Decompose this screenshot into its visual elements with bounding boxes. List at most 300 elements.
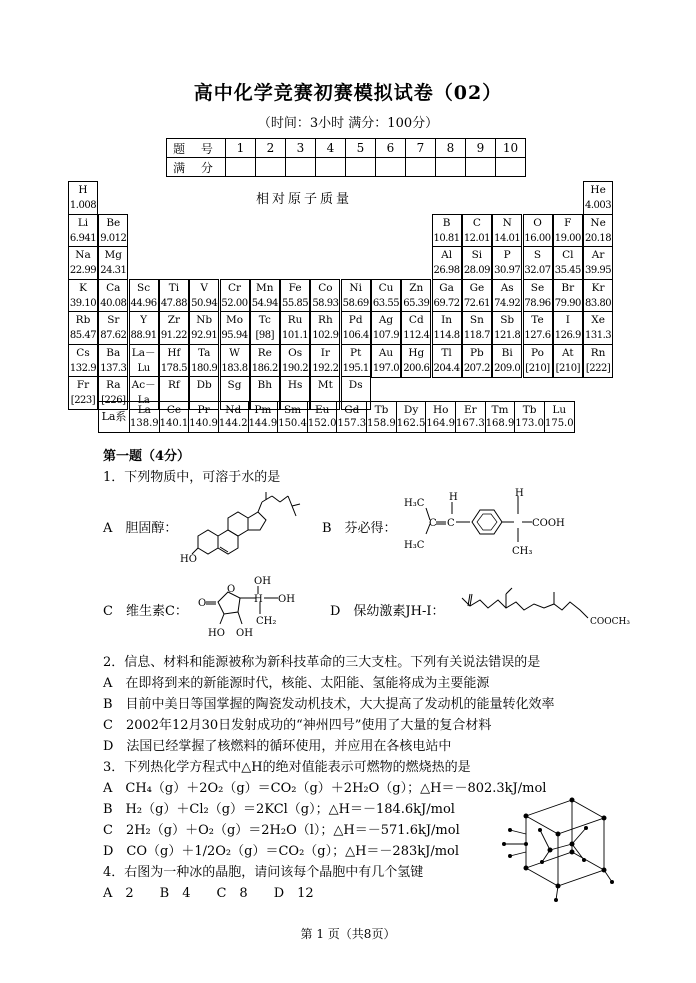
element-mass: 144.9	[248, 418, 278, 429]
element-mass: 10.81	[433, 232, 460, 244]
element-mass: 192.2	[312, 362, 339, 374]
element-symbol: Li	[77, 216, 89, 229]
score-row-label: 题 号	[167, 139, 226, 158]
element-mass: 14.01	[494, 232, 521, 244]
lanthanide-cell	[485, 402, 515, 433]
element-mass: 32.07	[524, 265, 551, 276]
element-mass: 9.012	[100, 232, 127, 244]
element-mass: 24.31	[100, 265, 127, 276]
element-mass: 178.5	[160, 362, 187, 374]
element-symbol: Mo	[225, 314, 244, 326]
element-cell	[68, 181, 98, 215]
element-cell	[462, 279, 492, 313]
carboxyl-label: COOH	[532, 518, 565, 529]
element-cell	[492, 311, 522, 345]
element-symbol: Cd	[408, 314, 424, 326]
q2-option-c: C 2002年12月30日发射成功的“神州四号”使用了大量的复合材料	[103, 718, 492, 733]
element-mass: 162.5	[396, 418, 426, 429]
element-symbol: Tb	[522, 404, 537, 416]
element-cell	[250, 311, 280, 345]
element-mass: 78.96	[524, 297, 551, 309]
element-mass: 112.4	[403, 330, 430, 341]
element-symbol: Nb	[196, 314, 213, 326]
q1-stem: 1．下列物质中，可溶于水的是	[103, 470, 281, 485]
element-symbol: Tm	[491, 404, 509, 416]
hydrogen-label: H	[254, 594, 263, 605]
element-symbol: Ca	[106, 281, 121, 294]
element-symbol: C	[472, 216, 481, 229]
element-cell	[432, 214, 462, 248]
element-symbol: Si	[471, 249, 483, 261]
element-symbol: Pb	[469, 346, 484, 359]
element-mass: 55.85	[282, 297, 309, 309]
element-mass: 1.008	[69, 200, 97, 211]
element-cell	[583, 181, 613, 215]
element-symbol: Cl	[562, 249, 574, 261]
element-mass: 183.8	[221, 362, 248, 374]
element-symbol: Ba	[106, 346, 121, 359]
q3-stem: 3．下列热化学方程式中△H的绝对值能表示可燃物的燃烧热的是	[103, 760, 471, 775]
element-symbol: Pr	[197, 404, 210, 416]
element-cell	[492, 279, 522, 313]
question-number: 10	[496, 139, 526, 158]
lanthanide-cell	[515, 402, 545, 433]
element-symbol: Ar	[591, 249, 605, 261]
element-symbol: Cr	[227, 281, 242, 294]
element-symbol: Db	[196, 379, 212, 391]
element-symbol: Ta	[197, 346, 211, 359]
lanthanide-cell	[544, 402, 574, 433]
element-cell	[492, 214, 522, 248]
element-mass: 20.18	[585, 232, 612, 244]
element-cell	[280, 279, 310, 313]
element-cell	[98, 344, 128, 378]
element-symbol: Mg	[104, 249, 123, 261]
score-cell	[466, 158, 496, 177]
element-cell	[523, 279, 553, 313]
element-symbol: Na	[75, 249, 91, 261]
question-number: 9	[466, 139, 496, 158]
element-mass: [210]	[525, 362, 550, 374]
score-table	[166, 138, 526, 177]
element-cell	[583, 311, 613, 345]
question-heading: 第一题（4分）	[103, 449, 191, 464]
element-symbol: Bi	[501, 346, 513, 359]
element-symbol: Ge	[469, 281, 485, 294]
score-cell	[256, 158, 286, 177]
element-cell	[371, 311, 401, 345]
element-mass: 173.0	[515, 418, 544, 429]
element-mass: Lu	[137, 362, 150, 374]
element-symbol: Xe	[591, 314, 605, 326]
q1-option-d: D 保幼激素JH-I：	[330, 604, 445, 619]
element-symbol: Os	[288, 346, 303, 359]
element-symbol: Rh	[318, 314, 333, 326]
element-cell	[432, 344, 462, 378]
score-cell	[316, 158, 346, 177]
element-symbol: Ce	[166, 404, 182, 416]
element-cell	[159, 344, 189, 378]
element-cell	[129, 311, 159, 345]
element-mass: 138.9	[130, 418, 159, 429]
element-symbol: Ne	[590, 216, 606, 229]
element-cell	[250, 344, 280, 378]
page-number: 第 1 页（共8页）	[300, 927, 396, 941]
element-mass: 26.98	[433, 265, 460, 276]
element-symbol: Tl	[441, 346, 452, 359]
element-cell	[341, 311, 371, 345]
element-cell	[98, 246, 128, 280]
element-cell	[583, 279, 613, 313]
element-mass: 204.4	[433, 362, 460, 374]
score-cell	[226, 158, 256, 177]
element-symbol: Ir	[320, 346, 330, 359]
element-symbol: W	[229, 346, 240, 359]
element-cell	[220, 279, 250, 313]
ibuprofen-structure	[400, 488, 572, 560]
periodic-table-caption: 相对原子质量	[256, 192, 353, 207]
element-mass: 140.1	[159, 418, 189, 429]
element-cell	[129, 279, 159, 313]
lanthanide-cell	[159, 402, 189, 433]
element-mass: 91.22	[160, 330, 187, 341]
hydroxyl-label: HO	[180, 554, 197, 565]
element-mass: 92.91	[191, 330, 218, 341]
element-mass: 39.95	[585, 265, 612, 276]
element-mass: 63.55	[372, 297, 400, 309]
element-symbol: Se	[530, 281, 545, 294]
element-cell	[250, 279, 280, 313]
element-symbol: H	[78, 184, 88, 196]
element-symbol: Au	[378, 346, 394, 359]
element-symbol: Lu	[552, 404, 567, 416]
element-cell	[68, 246, 98, 280]
element-mass: [222]	[585, 362, 611, 374]
element-symbol: Fe	[288, 281, 302, 294]
element-mass: [226]	[101, 395, 126, 406]
element-symbol: Dy	[403, 404, 419, 416]
score-cell	[346, 158, 376, 177]
element-cell	[341, 344, 371, 378]
score-row-label: 满 分	[167, 158, 226, 177]
element-symbol: Sc	[137, 281, 151, 294]
element-symbol: F	[564, 216, 572, 229]
element-symbol: Ra	[106, 379, 121, 391]
element-cell	[523, 246, 553, 280]
element-symbol: Te	[531, 314, 544, 326]
element-symbol: Ni	[349, 281, 362, 294]
q3-option-a: A CH₄（g）＋2O₂（g）＝CO₂（g）＋2H₂O（g）；△H＝－802.3kJ/mol	[103, 781, 547, 796]
element-mass: 52.00	[221, 297, 248, 309]
element-cell	[462, 214, 492, 248]
q3-option-d: D CO（g）＋1/2O₂（g）＝CO₂（g）；△H＝－283kJ/mol	[103, 844, 460, 859]
element-symbol: Tc	[258, 314, 271, 326]
element-symbol: Hs	[287, 379, 303, 391]
element-symbol: He	[590, 184, 606, 196]
element-mass: 58.69	[342, 297, 369, 309]
q1-option-a: A 胆固醇：	[103, 521, 178, 536]
element-mass: 72.61	[463, 297, 490, 309]
element-cell	[68, 279, 98, 313]
q1-option-b: B 芬必得：	[322, 521, 397, 536]
element-symbol: Be	[106, 216, 121, 229]
q4-stem: 4．右图为一种冰的晶胞，请问该每个晶胞中有几个氢键	[103, 865, 424, 880]
question-number: 7	[406, 139, 436, 158]
q2-option-d: D 法国已经掌握了核燃料的循环使用，并应用在各核电站中	[103, 739, 452, 754]
element-symbol: Zn	[409, 281, 424, 294]
hydroxyl-label: HO	[208, 628, 225, 639]
lanthanide-cell	[218, 402, 248, 433]
element-cell	[432, 246, 462, 280]
element-mass: 144.2	[218, 418, 248, 429]
element-symbol: Hg	[408, 346, 425, 359]
cholesterol-structure	[180, 484, 312, 566]
q3-option-c: C 2H₂（g）＋O₂（g）＝2H₂O（l）；△H＝－571.6kJ/mol	[103, 823, 460, 838]
element-mass: 102.9	[312, 330, 339, 341]
question-number: 2	[256, 139, 286, 158]
element-symbol: Ru	[287, 314, 303, 326]
element-symbol: Rn	[590, 346, 606, 359]
element-cell	[129, 344, 159, 378]
element-symbol: Gd	[344, 404, 360, 416]
element-mass: 207.2	[463, 362, 490, 374]
juvenile-hormone-structure	[458, 584, 634, 632]
element-mass: [210]	[555, 362, 580, 374]
element-symbol: P	[503, 249, 511, 261]
lanthanide-cell	[130, 402, 160, 433]
question-number: 8	[436, 139, 466, 158]
element-mass: 6.941	[69, 232, 97, 244]
lanthanide-cell	[396, 402, 426, 433]
methyl-label-bottom: H₃C	[404, 540, 425, 551]
element-cell	[583, 214, 613, 248]
question-number: 3	[286, 139, 316, 158]
lanthanide-cell	[248, 402, 278, 433]
question-number: 4	[316, 139, 346, 158]
element-mass: 4.003	[585, 200, 612, 211]
element-mass: 22.99	[69, 265, 97, 276]
element-symbol: Re	[257, 346, 272, 359]
element-mass: [98]	[255, 330, 275, 341]
element-mass: 127.6	[524, 330, 551, 341]
element-cell	[220, 344, 250, 378]
element-symbol: N	[502, 216, 512, 229]
element-cell	[189, 344, 219, 378]
q2-option-a: A 在即将到来的新能源时代，核能、太阳能、氢能将成为主要能源	[103, 676, 490, 691]
element-mass: 190.2	[282, 362, 309, 374]
methylene-label: CH₂	[256, 616, 277, 627]
exam-info: （时间：3小时 满分：100分）	[257, 116, 439, 131]
element-mass: 175.0	[544, 418, 574, 429]
element-mass: 30.97	[494, 265, 521, 276]
q2-stem: 2．信息、材料和能源被称为新科技革命的三大支柱。下列有关说法错误的是	[103, 655, 541, 670]
element-cell	[401, 311, 431, 345]
element-mass: 50.94	[191, 297, 218, 309]
element-cell	[583, 246, 613, 280]
element-mass: 74.92	[494, 297, 521, 309]
element-mass: 95.94	[221, 330, 248, 341]
element-mass: 58.93	[312, 297, 339, 309]
element-symbol: Cs	[76, 346, 90, 359]
element-cell	[523, 344, 553, 378]
element-cell	[280, 311, 310, 345]
score-table-points-row	[167, 158, 526, 177]
element-cell	[462, 311, 492, 345]
element-symbol: Zr	[167, 314, 181, 326]
element-symbol: Rf	[167, 379, 180, 391]
element-symbol: Kr	[591, 281, 605, 294]
element-symbol: In	[441, 314, 453, 326]
element-symbol: Mt	[317, 379, 333, 391]
element-mass: 197.0	[372, 362, 400, 374]
element-cell	[280, 344, 310, 378]
hydroxyl-label: OH	[236, 628, 253, 639]
element-cell	[68, 376, 98, 410]
element-symbol: Fr	[76, 379, 90, 391]
element-cell	[401, 279, 431, 313]
element-mass: 209.0	[494, 362, 521, 374]
element-symbol: Ga	[439, 281, 454, 294]
element-symbol: Br	[561, 281, 575, 294]
element-cell	[553, 246, 583, 280]
element-symbol: Ag	[378, 314, 394, 326]
element-cell	[98, 214, 128, 248]
element-cell	[68, 214, 98, 248]
element-mass: 101.1	[282, 330, 309, 341]
element-mass: 168.9	[485, 418, 515, 429]
score-cell	[406, 158, 436, 177]
element-cell	[98, 311, 128, 345]
element-cell	[310, 311, 340, 345]
element-mass: 164.9	[426, 418, 456, 429]
q3-option-b: B H₂（g）＋Cl₂（g）＝2KCl（g）；△H＝－184.6kJ/mol	[103, 802, 455, 817]
element-mass: 88.91	[130, 330, 157, 341]
element-cell	[310, 279, 340, 313]
element-mass: 118.7	[463, 330, 490, 341]
element-mass: 150.4	[278, 418, 307, 429]
element-mass: La	[137, 395, 150, 406]
question-number: 6	[376, 139, 406, 158]
element-symbol: Mn	[256, 281, 274, 294]
element-symbol: I	[565, 314, 570, 326]
element-symbol: As	[500, 281, 514, 294]
lanthanide-label: La系	[99, 402, 130, 433]
element-symbol: Ac－	[131, 379, 156, 391]
score-table-number-row	[167, 139, 526, 158]
hydrogen-label: H	[515, 488, 524, 499]
element-mass: 79.90	[554, 297, 581, 309]
element-cell	[523, 311, 553, 345]
element-symbol: At	[561, 346, 574, 359]
carbon-label: C	[447, 518, 455, 529]
methyl-label: CH₃	[512, 546, 533, 557]
element-cell	[462, 246, 492, 280]
element-symbol: B	[442, 216, 451, 229]
element-mass: 39.10	[69, 297, 97, 309]
element-mass: 83.80	[585, 297, 612, 309]
element-cell	[583, 344, 613, 378]
lanthanide-cell	[426, 402, 456, 433]
element-symbol: Pt	[350, 346, 362, 359]
element-cell	[492, 344, 522, 378]
lanthanide-row	[98, 401, 575, 433]
q1-option-c: C 维生素C：	[103, 604, 188, 619]
score-cell	[496, 158, 526, 177]
element-mass: 121.8	[494, 330, 521, 341]
element-symbol: Sn	[469, 314, 484, 326]
ice-crystal-cell-diagram	[500, 790, 618, 904]
element-cell	[310, 344, 340, 378]
element-cell	[371, 279, 401, 313]
element-mass: 35.45	[554, 265, 581, 276]
element-symbol: Eu	[314, 404, 330, 416]
q4-options: A 2 B 4 C 8 D 12	[103, 886, 314, 901]
methyl-label-top: H₃C	[404, 498, 425, 509]
element-cell	[432, 311, 462, 345]
element-mass: 131.3	[585, 330, 612, 341]
element-symbol: O	[533, 216, 542, 229]
page-title: 高中化学竞赛初赛模拟试卷（02）	[193, 82, 503, 104]
element-symbol: Ds	[348, 379, 363, 391]
ring-oxygen-label: O	[227, 584, 236, 595]
lanthanide-cell	[189, 402, 219, 433]
element-mass: 19.00	[554, 232, 581, 244]
score-cell	[286, 158, 316, 177]
element-mass: 107.9	[372, 330, 400, 341]
ester-label: COOCH₃	[590, 617, 630, 627]
element-symbol: Sg	[227, 379, 242, 391]
element-symbol: Y	[140, 314, 148, 326]
lanthanide-cell	[367, 402, 397, 433]
element-symbol: Co	[318, 281, 333, 294]
element-mass: 28.09	[463, 265, 490, 276]
element-cell	[159, 279, 189, 313]
element-cell	[401, 344, 431, 378]
element-cell	[159, 311, 189, 345]
lanthanide-cell	[278, 402, 308, 433]
element-mass: 40.08	[100, 297, 127, 309]
element-mass: 87.62	[100, 330, 127, 341]
element-symbol: Nd	[225, 404, 242, 416]
element-mass: 195.1	[342, 362, 369, 374]
element-mass: 157.3	[337, 418, 367, 429]
element-cell	[432, 279, 462, 313]
question-number: 5	[346, 139, 376, 158]
element-mass: 152.0	[307, 418, 337, 429]
element-symbol: Pm	[254, 404, 272, 416]
element-cell	[189, 311, 219, 345]
element-mass: [223]	[70, 395, 96, 406]
element-cell	[68, 344, 98, 378]
element-cell	[341, 279, 371, 313]
element-symbol: S	[533, 249, 542, 261]
element-mass: 69.72	[433, 297, 460, 309]
element-symbol: La－	[131, 346, 156, 359]
element-mass: 114.8	[433, 330, 460, 341]
element-mass: 54.94	[251, 297, 278, 309]
element-mass: 180.9	[191, 362, 218, 374]
element-cell	[98, 279, 128, 313]
element-symbol: Tb	[374, 404, 389, 416]
element-cell	[371, 344, 401, 378]
element-symbol: Ti	[168, 281, 180, 294]
element-cell	[553, 344, 583, 378]
element-mass: 44.96	[130, 297, 157, 309]
lanthanide-cell	[307, 402, 337, 433]
element-mass: 132.9	[69, 362, 97, 374]
element-cell	[220, 311, 250, 345]
element-cell	[553, 214, 583, 248]
